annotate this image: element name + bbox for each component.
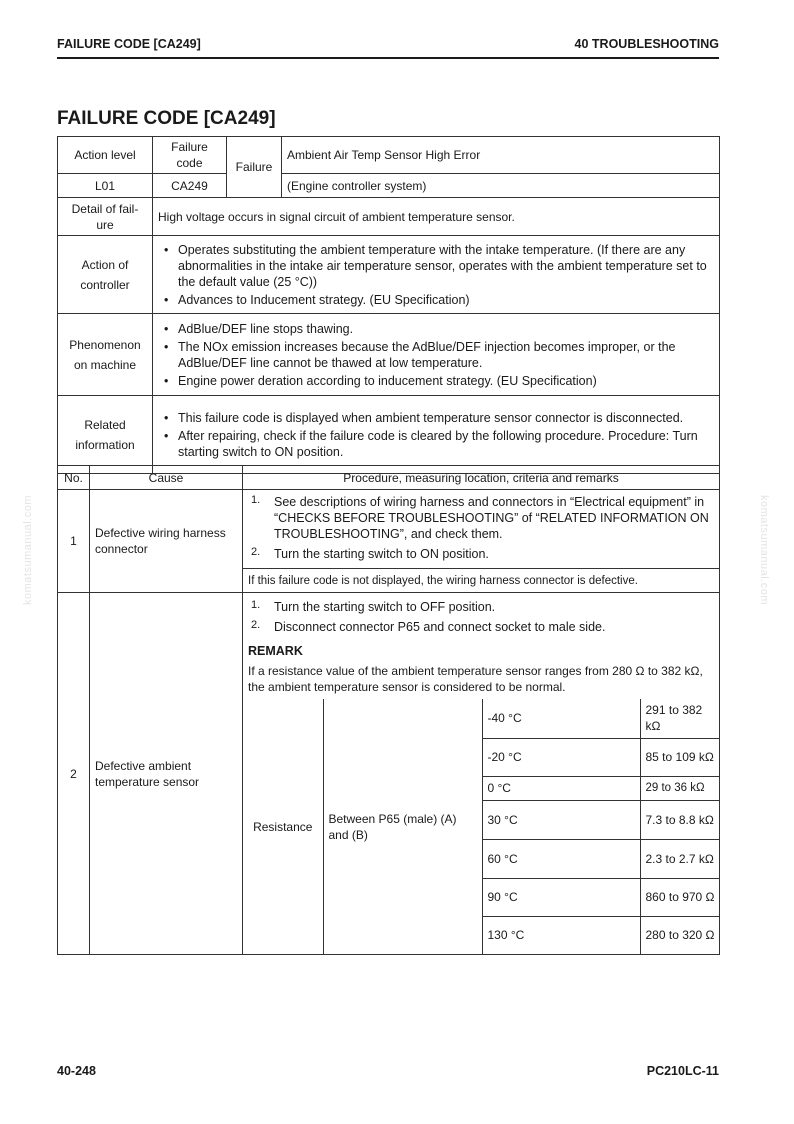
cause-name: Defective ambient temperature sensor <box>90 593 243 955</box>
measure-label: Resistance <box>243 699 323 954</box>
header-section-title: FAILURE CODE [CA249] <box>57 37 201 51</box>
reading-temp: -40 °C <box>482 699 640 738</box>
phenomenon-item: • AdBlue/DEF line stops thawing. <box>158 321 714 337</box>
failure-label: Failure <box>227 137 282 198</box>
cause-table <box>57 465 720 955</box>
action-level-value: L01 <box>58 174 153 198</box>
col-no-header: No. <box>58 466 90 490</box>
detail-text: High voltage occurs in signal circuit of ambient temperature sensor. <box>153 198 720 236</box>
reading-value: 85 to 109 kΩ <box>640 738 720 776</box>
related-item: • After repairing, check if the failure code is cleared by the following procedure. Procedure: Turn starting switch to ON position. <box>158 428 714 460</box>
failure-code-value: CA249 <box>153 174 227 198</box>
page-header <box>57 37 719 59</box>
procedure-cell <box>243 593 720 955</box>
header-chapter-title: 40 TROUBLESHOOTING <box>574 37 719 51</box>
phenomenon-cell <box>153 314 720 396</box>
action-cell <box>153 236 720 314</box>
procedure-steps-cell <box>243 490 720 569</box>
procedure-step: 1. Turn the starting switch to OFF position. <box>251 599 496 614</box>
reading-value: 860 to 970 Ω <box>640 878 720 916</box>
remark-text: If a resistance value of the ambient temperature sensor ranges from 280 Ω to 382 kΩ, the ambient temperature sensor is considered to be normal. <box>248 664 703 694</box>
page-title: FAILURE CODE [CA249] <box>57 108 276 129</box>
failure-code-label: Failure code <box>153 137 227 174</box>
reading-value: 2.3 to 2.7 kΩ <box>640 839 720 878</box>
action-item: • Advances to Inducement strategy. (EU Specification) <box>158 292 714 308</box>
related-item: • This failure code is displayed when ambient temperature sensor connector is disconnected. <box>158 410 714 426</box>
related-label: Related information <box>58 396 153 474</box>
page-number: 40-248 <box>57 1064 96 1078</box>
failure-system: (Engine controller system) <box>282 174 720 198</box>
reading-temp: 30 °C <box>482 800 640 839</box>
procedure-step: 2. Turn the starting switch to ON position. <box>251 546 489 561</box>
reading-temp: -20 °C <box>482 738 640 776</box>
action-label: Action of controller <box>58 236 153 314</box>
cause-no: 1 <box>58 490 90 593</box>
measure-location: Between P65 (male) (A) and (B) <box>323 699 482 954</box>
reading-value: 29 to 36 kΩ <box>640 776 720 800</box>
procedure-result: If this failure code is not displayed, the wiring harness connector is defective. <box>243 569 720 593</box>
phenomenon-item: • Engine power deration according to inducement strategy. (EU Specification) <box>158 373 714 389</box>
action-item: • Operates substituting the ambient temperature with the intake temperature. (If there are any abnormalities in the intake air temperature sensor, operates with the ambient temperature set to the default value (25 °C)) <box>158 242 714 290</box>
model-name: PC210LC-11 <box>646 1064 719 1078</box>
reading-temp: 90 °C <box>482 878 640 916</box>
reading-temp: 130 °C <box>482 916 640 954</box>
resistance-table <box>243 699 720 954</box>
reading-temp: 60 °C <box>482 839 640 878</box>
failure-info-table <box>57 136 720 474</box>
col-procedure-header: Procedure, measuring location, criteria and remarks <box>243 466 720 490</box>
failure-name: Ambient Air Temp Sensor High Error <box>282 137 720 174</box>
watermark-left: komatsumanual.com <box>22 495 34 605</box>
procedure-step: 2. Disconnect connector P65 and connect socket to male side. <box>251 619 606 634</box>
phenomenon-label: Phenomenon on machine <box>58 314 153 396</box>
cause-no: 2 <box>58 593 90 955</box>
reading-value: 7.3 to 8.8 kΩ <box>640 800 720 839</box>
phenomenon-item: • The NOx emission increases because the AdBlue/DEF injection becomes improper, or the AdBlue/DEF line cannot be thawed at low temperature. <box>158 339 714 371</box>
action-level-label: Action level <box>58 137 153 174</box>
related-cell <box>153 396 720 474</box>
reading-temp: 0 °C <box>482 776 640 800</box>
reading-value: 291 to 382 kΩ <box>640 699 720 738</box>
remark-title: REMARK <box>248 644 303 658</box>
procedure-step: 1. See descriptions of wiring harness and connectors in “Electrical equipment” in “CHECKS BEFORE TROUBLESHOOTING” of “RELATED INFORMATION ON TROUBLESHOOTING”, and check them. <box>251 494 709 541</box>
reading-value: 280 to 320 Ω <box>640 916 720 954</box>
cause-name: Defective wiring harness connector <box>90 490 243 593</box>
detail-label: Detail of fail-ure <box>58 198 153 236</box>
watermark-right: komatsumanual.com <box>758 495 770 605</box>
col-cause-header: Cause <box>90 466 243 490</box>
